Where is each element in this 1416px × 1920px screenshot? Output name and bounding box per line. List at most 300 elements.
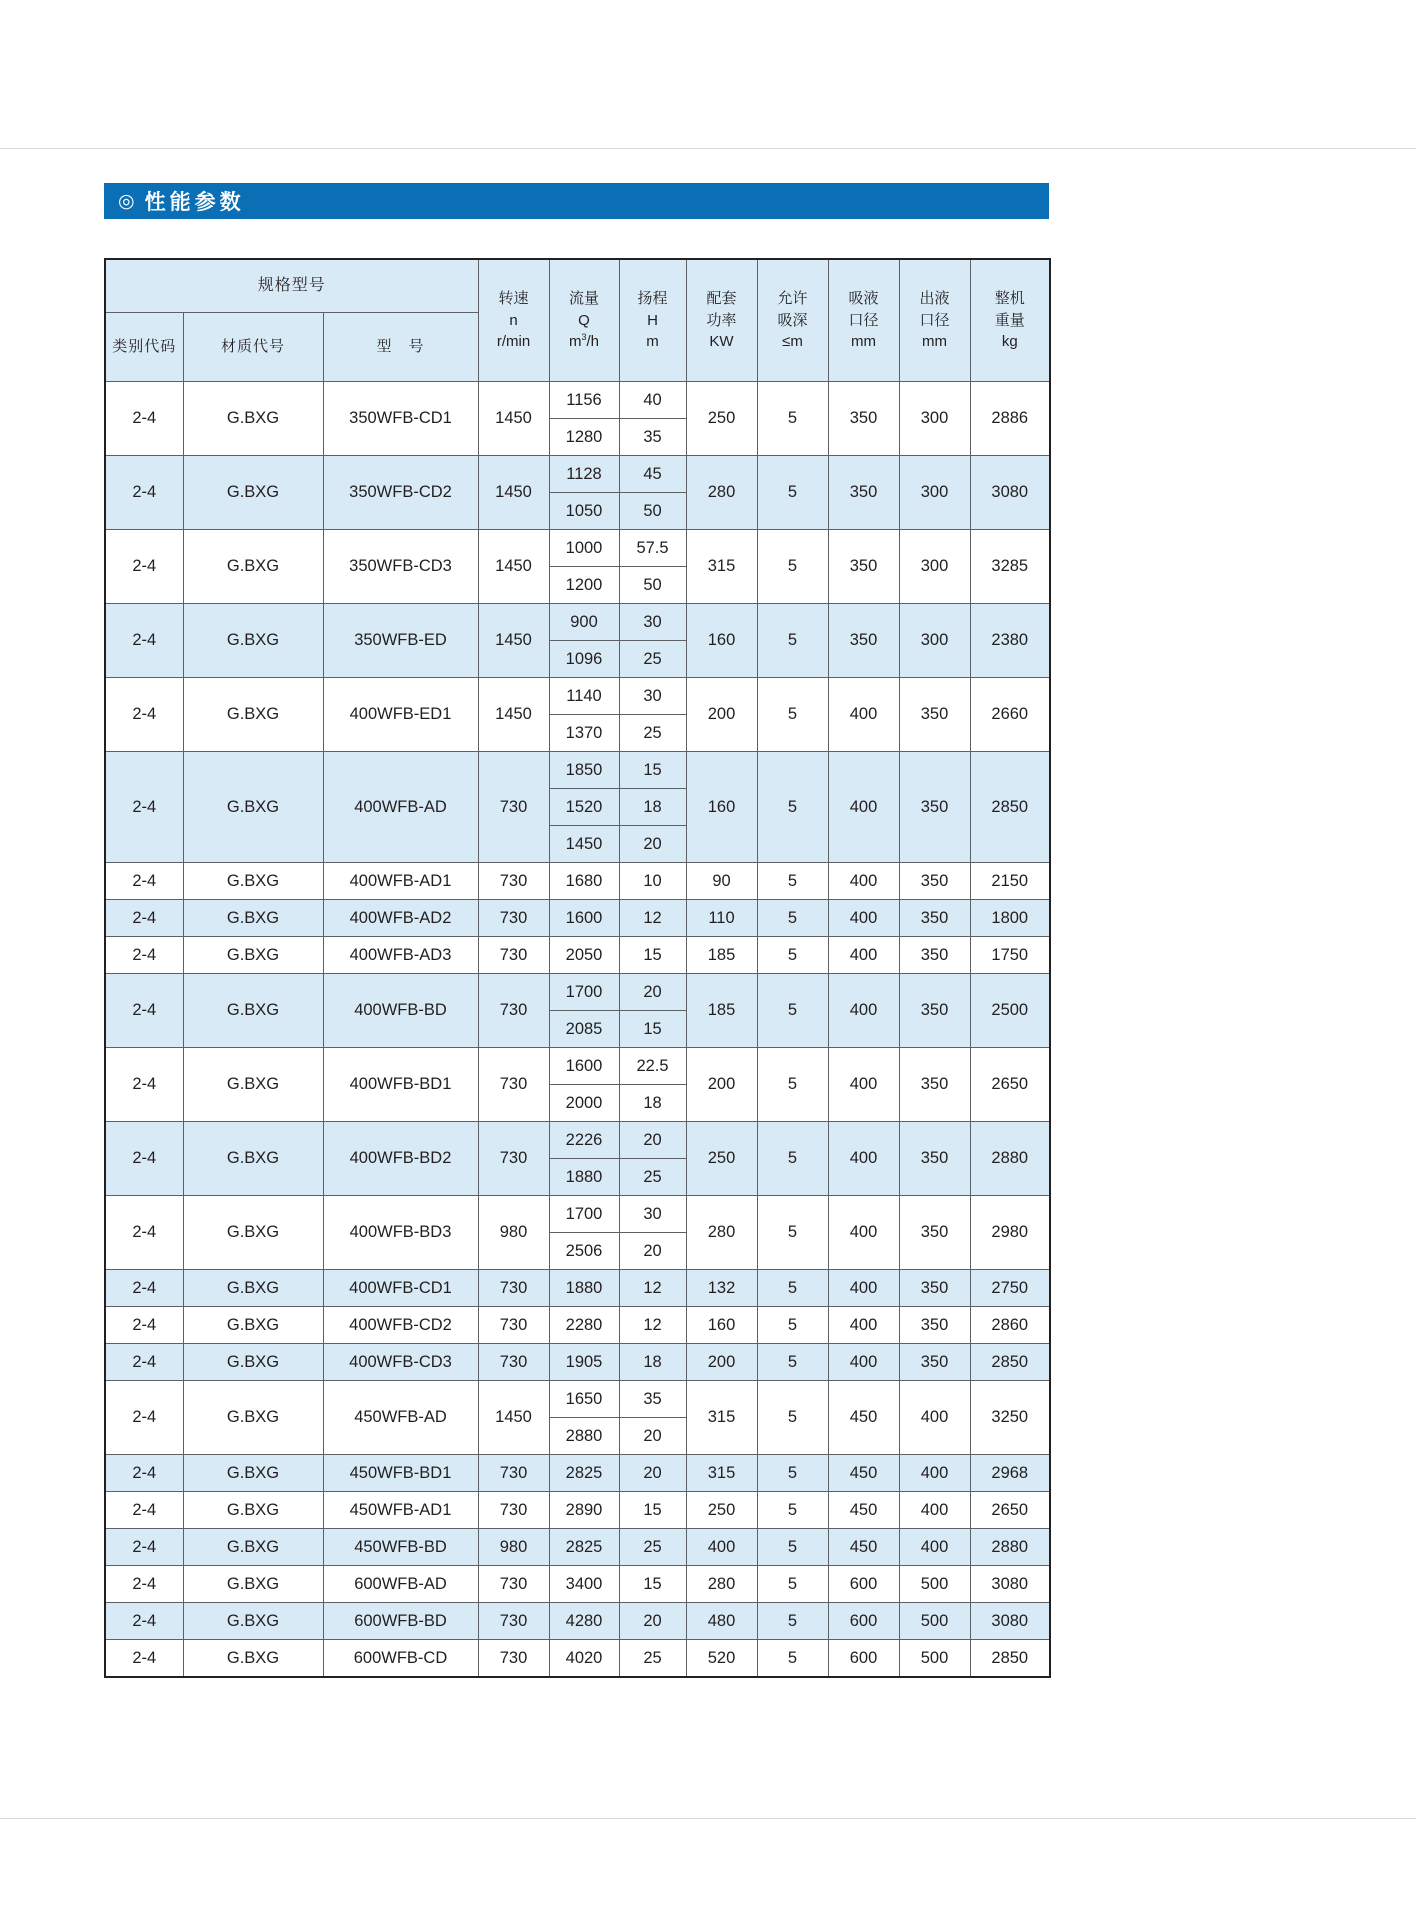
cell-head-sub: 35: [620, 1381, 686, 1418]
cell-model: 450WFB-BD1: [323, 1455, 478, 1492]
cell-power: 280: [686, 456, 757, 530]
cell-flow-sub: 1000: [550, 530, 619, 567]
table-row: [105, 1048, 1050, 1122]
cell-model: 450WFB-AD: [323, 1381, 478, 1455]
cell-inlet-diameter: 450: [828, 1381, 899, 1455]
cell-head-sub: 20: [620, 826, 686, 863]
cell-category-code: 2-4: [105, 863, 183, 900]
cell-speed: 1450: [478, 530, 549, 604]
table-row: [105, 900, 1050, 937]
cell-head-sub: 25: [620, 641, 686, 678]
table-row: [105, 1566, 1050, 1603]
cell-outlet-diameter: 350: [899, 863, 970, 900]
cell-inlet-diameter: 450: [828, 1492, 899, 1529]
header-speed: 转速 n r/min: [478, 259, 549, 382]
table-head: [105, 259, 1050, 382]
circle-ring-icon: ◎: [118, 190, 135, 212]
header-group-spec-model: 规格型号: [105, 259, 478, 313]
cell-suction-depth: 5: [757, 752, 828, 863]
cell-head: [619, 604, 686, 678]
cell-head: [619, 1381, 686, 1455]
cell-head: [619, 1196, 686, 1270]
cell-inlet-diameter: 400: [828, 1196, 899, 1270]
cell-model: 350WFB-CD2: [323, 456, 478, 530]
cell-model: 400WFB-BD3: [323, 1196, 478, 1270]
cell-suction-depth: 5: [757, 1122, 828, 1196]
cell-flow-sub: 2085: [550, 1011, 619, 1048]
cell-power: 200: [686, 678, 757, 752]
cell-speed: 1450: [478, 382, 549, 456]
cell-material-code: G.BXG: [183, 974, 323, 1048]
cell-head: 20: [619, 1455, 686, 1492]
cell-model: 400WFB-AD1: [323, 863, 478, 900]
cell-head: 25: [619, 1529, 686, 1566]
table-body: [105, 382, 1050, 1678]
cell-power: 160: [686, 604, 757, 678]
cell-head: [619, 1048, 686, 1122]
cell-inlet-diameter: 400: [828, 1344, 899, 1381]
cell-total-weight: 2650: [970, 1048, 1050, 1122]
cell-flow: 4020: [549, 1640, 619, 1678]
cell-category-code: 2-4: [105, 1640, 183, 1678]
cell-power: 280: [686, 1566, 757, 1603]
cell-material-code: G.BXG: [183, 1455, 323, 1492]
cell-head: [619, 752, 686, 863]
cell-suction-depth: 5: [757, 1492, 828, 1529]
cell-material-code: G.BXG: [183, 1196, 323, 1270]
cell-inlet-diameter: 400: [828, 863, 899, 900]
table-row: [105, 1603, 1050, 1640]
cell-model: 400WFB-BD1: [323, 1048, 478, 1122]
cell-inlet-diameter: 600: [828, 1566, 899, 1603]
table-row: [105, 937, 1050, 974]
table-row: [105, 1381, 1050, 1455]
table-row: [105, 1640, 1050, 1678]
cell-power: 280: [686, 1196, 757, 1270]
cell-flow-sub: 2506: [565, 1241, 603, 1260]
cell-power: 90: [686, 863, 757, 900]
cell-head: 12: [619, 1307, 686, 1344]
cell-flow: [549, 1381, 619, 1455]
cell-head-sub: 20: [620, 974, 686, 1011]
cell-flow: [549, 530, 619, 604]
cell-head-sub: 22.5: [620, 1048, 686, 1085]
cell-speed: 730: [478, 1048, 549, 1122]
cell-category-code: 2-4: [105, 1529, 183, 1566]
cell-flow: 1680: [549, 863, 619, 900]
cell-head: 12: [619, 1270, 686, 1307]
cell-model: 600WFB-BD: [323, 1603, 478, 1640]
cell-head: [619, 530, 686, 604]
cell-flow: [549, 1048, 619, 1122]
cell-flow-sub: 900: [550, 604, 619, 641]
cell-power: 250: [686, 1122, 757, 1196]
cell-inlet-diameter: 400: [828, 937, 899, 974]
section-title: 性能参数: [144, 191, 245, 214]
cell-flow: 1880: [549, 1270, 619, 1307]
cell-speed: 730: [478, 1344, 549, 1381]
cell-model: 400WFB-AD: [323, 752, 478, 863]
cell-flow-sub: 1600: [550, 1048, 619, 1085]
table-row: [105, 530, 1050, 604]
cell-outlet-diameter: 350: [899, 1122, 970, 1196]
cell-inlet-diameter: 450: [828, 1529, 899, 1566]
cell-material-code: G.BXG: [183, 1122, 323, 1196]
cell-category-code: 2-4: [105, 604, 183, 678]
cell-flow-sub: 1050: [550, 493, 619, 530]
cell-category-code: 2-4: [105, 1344, 183, 1381]
cell-material-code: G.BXG: [183, 937, 323, 974]
cell-total-weight: 2750: [970, 1270, 1050, 1307]
cell-category-code: 2-4: [105, 678, 183, 752]
cell-speed: 730: [478, 1492, 549, 1529]
cell-suction-depth: 5: [757, 1381, 828, 1455]
table-row: [105, 1196, 1050, 1270]
cell-speed: 730: [478, 1270, 549, 1307]
cell-suction-depth: 5: [757, 382, 828, 456]
spec-table-wrap: [104, 258, 1049, 1678]
cell-head-sub: 30: [620, 1196, 686, 1233]
cell-head-sub: 20: [643, 1426, 662, 1445]
page-rule-top: [0, 148, 1416, 149]
cell-total-weight: 2968: [970, 1455, 1050, 1492]
cell-flow: [549, 752, 619, 863]
cell-flow: 2825: [549, 1529, 619, 1566]
cell-category-code: 2-4: [105, 1270, 183, 1307]
cell-outlet-diameter: 400: [899, 1381, 970, 1455]
cell-flow: 1905: [549, 1344, 619, 1381]
cell-model: 450WFB-AD1: [323, 1492, 478, 1529]
cell-inlet-diameter: 400: [828, 1270, 899, 1307]
cell-speed: 1450: [478, 1381, 549, 1455]
cell-head-sub: 30: [620, 604, 686, 641]
cell-total-weight: 2650: [970, 1492, 1050, 1529]
cell-power: 315: [686, 530, 757, 604]
cell-material-code: G.BXG: [183, 1048, 323, 1122]
cell-total-weight: 2980: [970, 1196, 1050, 1270]
cell-total-weight: 3080: [970, 1603, 1050, 1640]
cell-flow-sub: 1096: [550, 641, 619, 678]
header-category-code: 类别代码: [105, 313, 183, 382]
cell-power: 185: [686, 937, 757, 974]
cell-flow: 3400: [549, 1566, 619, 1603]
cell-inlet-diameter: 400: [828, 752, 899, 863]
cell-material-code: G.BXG: [183, 1640, 323, 1678]
cell-total-weight: 2380: [970, 604, 1050, 678]
cell-speed: 1450: [478, 456, 549, 530]
cell-model: 400WFB-ED1: [323, 678, 478, 752]
cell-flow-sub: 1520: [550, 789, 619, 826]
cell-material-code: G.BXG: [183, 530, 323, 604]
cell-flow-sub: 1370: [565, 723, 603, 742]
cell-outlet-diameter: 350: [899, 1196, 970, 1270]
cell-model: 400WFB-BD: [323, 974, 478, 1048]
cell-inlet-diameter: 600: [828, 1603, 899, 1640]
cell-inlet-diameter: 400: [828, 900, 899, 937]
cell-category-code: 2-4: [105, 1455, 183, 1492]
header-head: 扬程 H m: [619, 259, 686, 382]
cell-inlet-diameter: 350: [828, 604, 899, 678]
cell-head: 10: [619, 863, 686, 900]
cell-power: 200: [686, 1344, 757, 1381]
cell-flow-sub: 1880: [550, 1159, 619, 1196]
cell-outlet-diameter: 500: [899, 1640, 970, 1678]
cell-power: 315: [686, 1455, 757, 1492]
cell-flow-sub: 2880: [565, 1426, 603, 1445]
cell-head: 12: [619, 900, 686, 937]
cell-outlet-diameter: 350: [899, 1270, 970, 1307]
cell-inlet-diameter: 400: [828, 974, 899, 1048]
cell-flow: [549, 604, 619, 678]
cell-flow-sub: 1700: [550, 974, 619, 1011]
cell-power: 132: [686, 1270, 757, 1307]
cell-speed: 730: [478, 900, 549, 937]
table-row: [105, 1529, 1050, 1566]
cell-suction-depth: 5: [757, 678, 828, 752]
cell-model: 400WFB-CD3: [323, 1344, 478, 1381]
cell-total-weight: 3080: [970, 456, 1050, 530]
cell-flow: [549, 1196, 619, 1270]
cell-flow: [549, 382, 619, 456]
cell-material-code: G.BXG: [183, 382, 323, 456]
cell-flow-sub: 1156: [550, 382, 619, 419]
header-suction-depth: 允许 吸深 ≤m: [757, 259, 828, 382]
cell-flow: [549, 678, 619, 752]
cell-outlet-diameter: 500: [899, 1603, 970, 1640]
cell-head-sub: 50: [620, 493, 686, 530]
cell-flow-sub: 1850: [550, 752, 619, 789]
cell-suction-depth: 5: [757, 530, 828, 604]
cell-speed: 730: [478, 752, 549, 863]
cell-power: 250: [686, 1492, 757, 1529]
header-inlet-diameter: 吸液 口径 mm: [828, 259, 899, 382]
cell-speed: 730: [478, 1122, 549, 1196]
cell-speed: 730: [478, 1455, 549, 1492]
cell-suction-depth: 5: [757, 1307, 828, 1344]
cell-total-weight: 2860: [970, 1307, 1050, 1344]
cell-category-code: 2-4: [105, 937, 183, 974]
cell-material-code: G.BXG: [183, 1529, 323, 1566]
cell-power: 400: [686, 1529, 757, 1566]
cell-head: 18: [619, 1344, 686, 1381]
cell-outlet-diameter: 350: [899, 1048, 970, 1122]
header-total-weight: 整机 重量 kg: [970, 259, 1050, 382]
cell-category-code: 2-4: [105, 1603, 183, 1640]
cell-inlet-diameter: 350: [828, 382, 899, 456]
cell-flow-sub: 1650: [550, 1381, 619, 1418]
cell-outlet-diameter: 400: [899, 1492, 970, 1529]
cell-total-weight: 2500: [970, 974, 1050, 1048]
page-rule-bottom: [0, 1818, 1416, 1819]
cell-inlet-diameter: 400: [828, 1048, 899, 1122]
cell-total-weight: 2880: [970, 1529, 1050, 1566]
header-flow-unit: $m^3/h$: [568, 332, 600, 351]
table-row: [105, 1122, 1050, 1196]
table-row: [105, 974, 1050, 1048]
cell-model: 400WFB-AD2: [323, 900, 478, 937]
cell-head: [619, 678, 686, 752]
cell-head: 15: [619, 937, 686, 974]
cell-flow-sub: 1700: [550, 1196, 619, 1233]
cell-material-code: G.BXG: [183, 1492, 323, 1529]
cell-suction-depth: 5: [757, 1344, 828, 1381]
table-row: [105, 456, 1050, 530]
cell-material-code: G.BXG: [183, 678, 323, 752]
cell-suction-depth: 5: [757, 863, 828, 900]
header-outlet-diameter: 出液 口径 mm: [899, 259, 970, 382]
cell-speed: 980: [478, 1529, 549, 1566]
header-flow: 流量 Q $m^3/h$: [549, 259, 619, 382]
cell-power: 200: [686, 1048, 757, 1122]
cell-suction-depth: 5: [757, 937, 828, 974]
cell-outlet-diameter: 300: [899, 604, 970, 678]
cell-speed: 730: [478, 1603, 549, 1640]
table-row: [105, 382, 1050, 456]
cell-power: 480: [686, 1603, 757, 1640]
table-row: [105, 1455, 1050, 1492]
cell-inlet-diameter: 350: [828, 456, 899, 530]
cell-model: 450WFB-BD: [323, 1529, 478, 1566]
cell-power: 160: [686, 752, 757, 863]
cell-flow-sub: 1200: [565, 575, 603, 594]
cell-material-code: G.BXG: [183, 1566, 323, 1603]
cell-suction-depth: 5: [757, 1603, 828, 1640]
cell-head-sub: 18: [620, 789, 686, 826]
cell-speed: 730: [478, 863, 549, 900]
cell-category-code: 2-4: [105, 900, 183, 937]
cell-head-sub: 45: [620, 456, 686, 493]
cell-flow-sub: 1140: [550, 678, 619, 715]
cell-outlet-diameter: 300: [899, 382, 970, 456]
cell-suction-depth: 5: [757, 456, 828, 530]
cell-head-sub: 40: [620, 382, 686, 419]
cell-total-weight: 2850: [970, 1344, 1050, 1381]
cell-head-sub: 20: [643, 1241, 662, 1260]
cell-speed: 980: [478, 1196, 549, 1270]
cell-head-sub: 25: [643, 723, 662, 742]
cell-model: 400WFB-AD3: [323, 937, 478, 974]
cell-speed: 730: [478, 974, 549, 1048]
cell-outlet-diameter: 350: [899, 1344, 970, 1381]
cell-head-sub: 57.5: [620, 530, 686, 567]
cell-category-code: 2-4: [105, 1381, 183, 1455]
cell-flow-sub: 1280: [565, 427, 603, 446]
section-banner: [104, 183, 1049, 219]
cell-category-code: 2-4: [105, 1307, 183, 1344]
cell-head-sub: 50: [643, 575, 662, 594]
cell-model: 350WFB-CD1: [323, 382, 478, 456]
cell-speed: 730: [478, 1566, 549, 1603]
cell-outlet-diameter: 500: [899, 1566, 970, 1603]
cell-suction-depth: 5: [757, 1270, 828, 1307]
cell-outlet-diameter: 350: [899, 678, 970, 752]
cell-head: 15: [619, 1566, 686, 1603]
cell-head: [619, 974, 686, 1048]
table-row: [105, 604, 1050, 678]
cell-outlet-diameter: 400: [899, 1455, 970, 1492]
cell-head: [619, 1122, 686, 1196]
cell-model: 400WFB-CD1: [323, 1270, 478, 1307]
cell-power: 520: [686, 1640, 757, 1678]
cell-head-sub: 20: [620, 1122, 686, 1159]
cell-inlet-diameter: 450: [828, 1455, 899, 1492]
cell-outlet-diameter: 300: [899, 456, 970, 530]
cell-model: 600WFB-AD: [323, 1566, 478, 1603]
cell-inlet-diameter: 400: [828, 1122, 899, 1196]
cell-head: 20: [619, 1603, 686, 1640]
cell-head: [619, 456, 686, 530]
cell-power: 185: [686, 974, 757, 1048]
cell-material-code: G.BXG: [183, 1381, 323, 1455]
cell-suction-depth: 5: [757, 604, 828, 678]
cell-outlet-diameter: 350: [899, 974, 970, 1048]
cell-category-code: 2-4: [105, 382, 183, 456]
cell-inlet-diameter: 350: [828, 530, 899, 604]
cell-speed: 730: [478, 1640, 549, 1678]
cell-suction-depth: 5: [757, 1529, 828, 1566]
cell-head-sub: 25: [620, 1159, 686, 1196]
cell-material-code: G.BXG: [183, 1603, 323, 1640]
cell-flow: 4280: [549, 1603, 619, 1640]
cell-category-code: 2-4: [105, 1566, 183, 1603]
cell-material-code: G.BXG: [183, 1270, 323, 1307]
table-row: [105, 863, 1050, 900]
cell-material-code: G.BXG: [183, 900, 323, 937]
cell-power: 110: [686, 900, 757, 937]
cell-head-sub: 30: [620, 678, 686, 715]
cell-category-code: 2-4: [105, 974, 183, 1048]
cell-inlet-diameter: 600: [828, 1640, 899, 1678]
cell-suction-depth: 5: [757, 1196, 828, 1270]
cell-head: 15: [619, 1492, 686, 1529]
performance-parameters-table: [104, 258, 1051, 1678]
cell-head-sub: 35: [643, 427, 662, 446]
cell-outlet-diameter: 400: [899, 1529, 970, 1566]
cell-model: 400WFB-BD2: [323, 1122, 478, 1196]
cell-total-weight: 2886: [970, 382, 1050, 456]
cell-suction-depth: 5: [757, 1455, 828, 1492]
cell-total-weight: 2150: [970, 863, 1050, 900]
table-row: [105, 678, 1050, 752]
cell-power: 315: [686, 1381, 757, 1455]
cell-inlet-diameter: 400: [828, 678, 899, 752]
cell-flow-sub: 1128: [550, 456, 619, 493]
cell-category-code: 2-4: [105, 530, 183, 604]
cell-total-weight: 2850: [970, 1640, 1050, 1678]
cell-flow: 1600: [549, 900, 619, 937]
cell-category-code: 2-4: [105, 1492, 183, 1529]
cell-head-sub: 15: [620, 1011, 686, 1048]
cell-model: 350WFB-CD3: [323, 530, 478, 604]
cell-suction-depth: 5: [757, 1640, 828, 1678]
table-row: [105, 752, 1050, 863]
cell-category-code: 2-4: [105, 1196, 183, 1270]
cell-flow-sub: 2000: [565, 1093, 603, 1112]
cell-total-weight: 2850: [970, 752, 1050, 863]
cell-head: [619, 382, 686, 456]
table-row: [105, 1307, 1050, 1344]
cell-total-weight: 2880: [970, 1122, 1050, 1196]
cell-flow: 2280: [549, 1307, 619, 1344]
cell-category-code: 2-4: [105, 1048, 183, 1122]
cell-flow: [549, 456, 619, 530]
cell-speed: 730: [478, 1307, 549, 1344]
cell-suction-depth: 5: [757, 974, 828, 1048]
header-power: 配套 功率 KW: [686, 259, 757, 382]
cell-total-weight: 3080: [970, 1566, 1050, 1603]
cell-category-code: 2-4: [105, 752, 183, 863]
cell-outlet-diameter: 300: [899, 530, 970, 604]
